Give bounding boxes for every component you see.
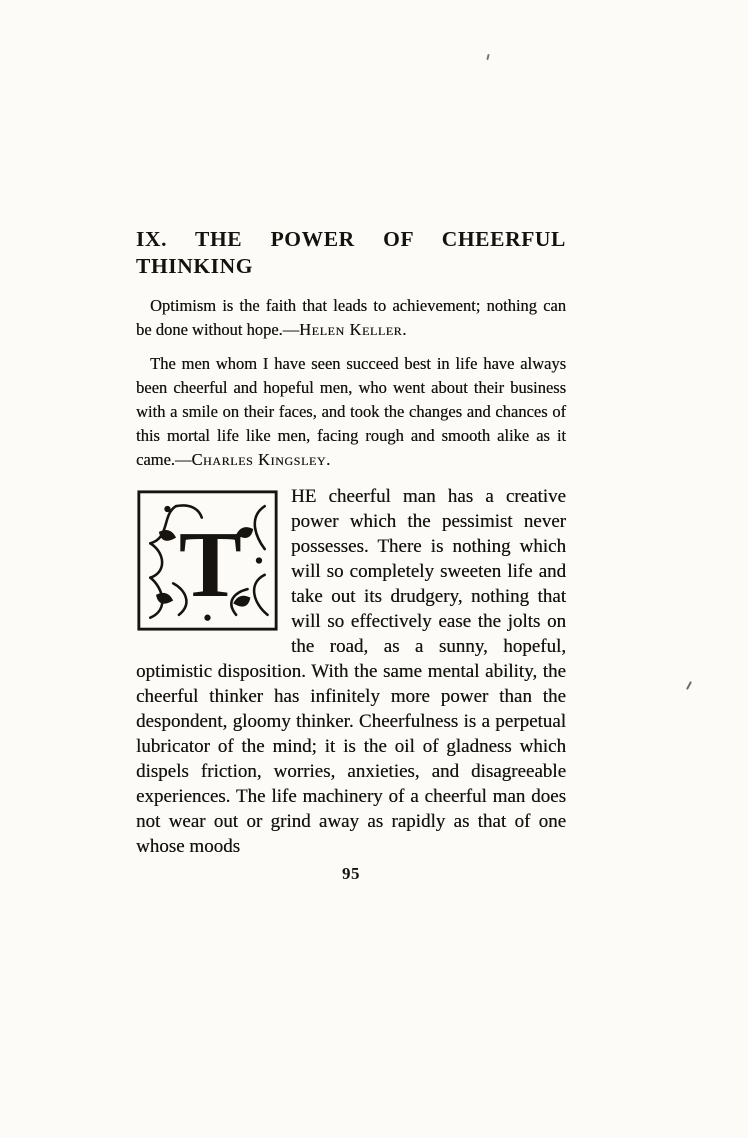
chapter-heading-line1: IX. THE POWER OF CHEERFUL	[136, 227, 566, 251]
body-paragraph	[136, 484, 566, 859]
drop-cap-letter: T	[178, 513, 242, 618]
page-number: 95	[342, 864, 360, 883]
epigraph-text: Optimism is the faith that leads to achievement; nothing can be done without hope.—	[136, 296, 566, 339]
scan-artifact	[486, 54, 489, 60]
epigraph-keller	[136, 294, 566, 342]
epigraph-text: The men whom I have seen succeed best in life have always been cheerful and hopeful men, who went about their business with a smile on their faces, and took the changes and chances of this mortal life like men, facing rough and smooth alike as it came.—	[136, 354, 566, 469]
epigraph-attribution: Helen Keller.	[299, 320, 408, 339]
text-block	[136, 226, 566, 884]
chapter-heading	[136, 226, 566, 280]
epigraph-attribution: Charles Kingsley.	[191, 450, 331, 469]
epigraph-kingsley	[136, 352, 566, 472]
scan-artifact	[686, 681, 692, 690]
body-text: HE cheerful man has a creative power which the pessimist never possesses. There is nothing which will so completely sweeten life and take out its drudgery, nothing that will so effectively ease the jolts on the road, as a sunny, hopeful, optimistic disposition. With the same mental ability, the cheerful thinker has infinitely more power than the despondent, gloomy thinker. Cheerfulness is a perpetual lubricator of the mind; it is the oil of gladness which dispels friction, worries, anxieties, and disagreeable experiences. The life machinery of a cheerful man does not wear out or grind away as rapidly as that of one whose moods	[136, 486, 566, 857]
chapter-heading-line2: THINKING	[136, 254, 254, 278]
drop-cap-ornament	[136, 488, 279, 633]
